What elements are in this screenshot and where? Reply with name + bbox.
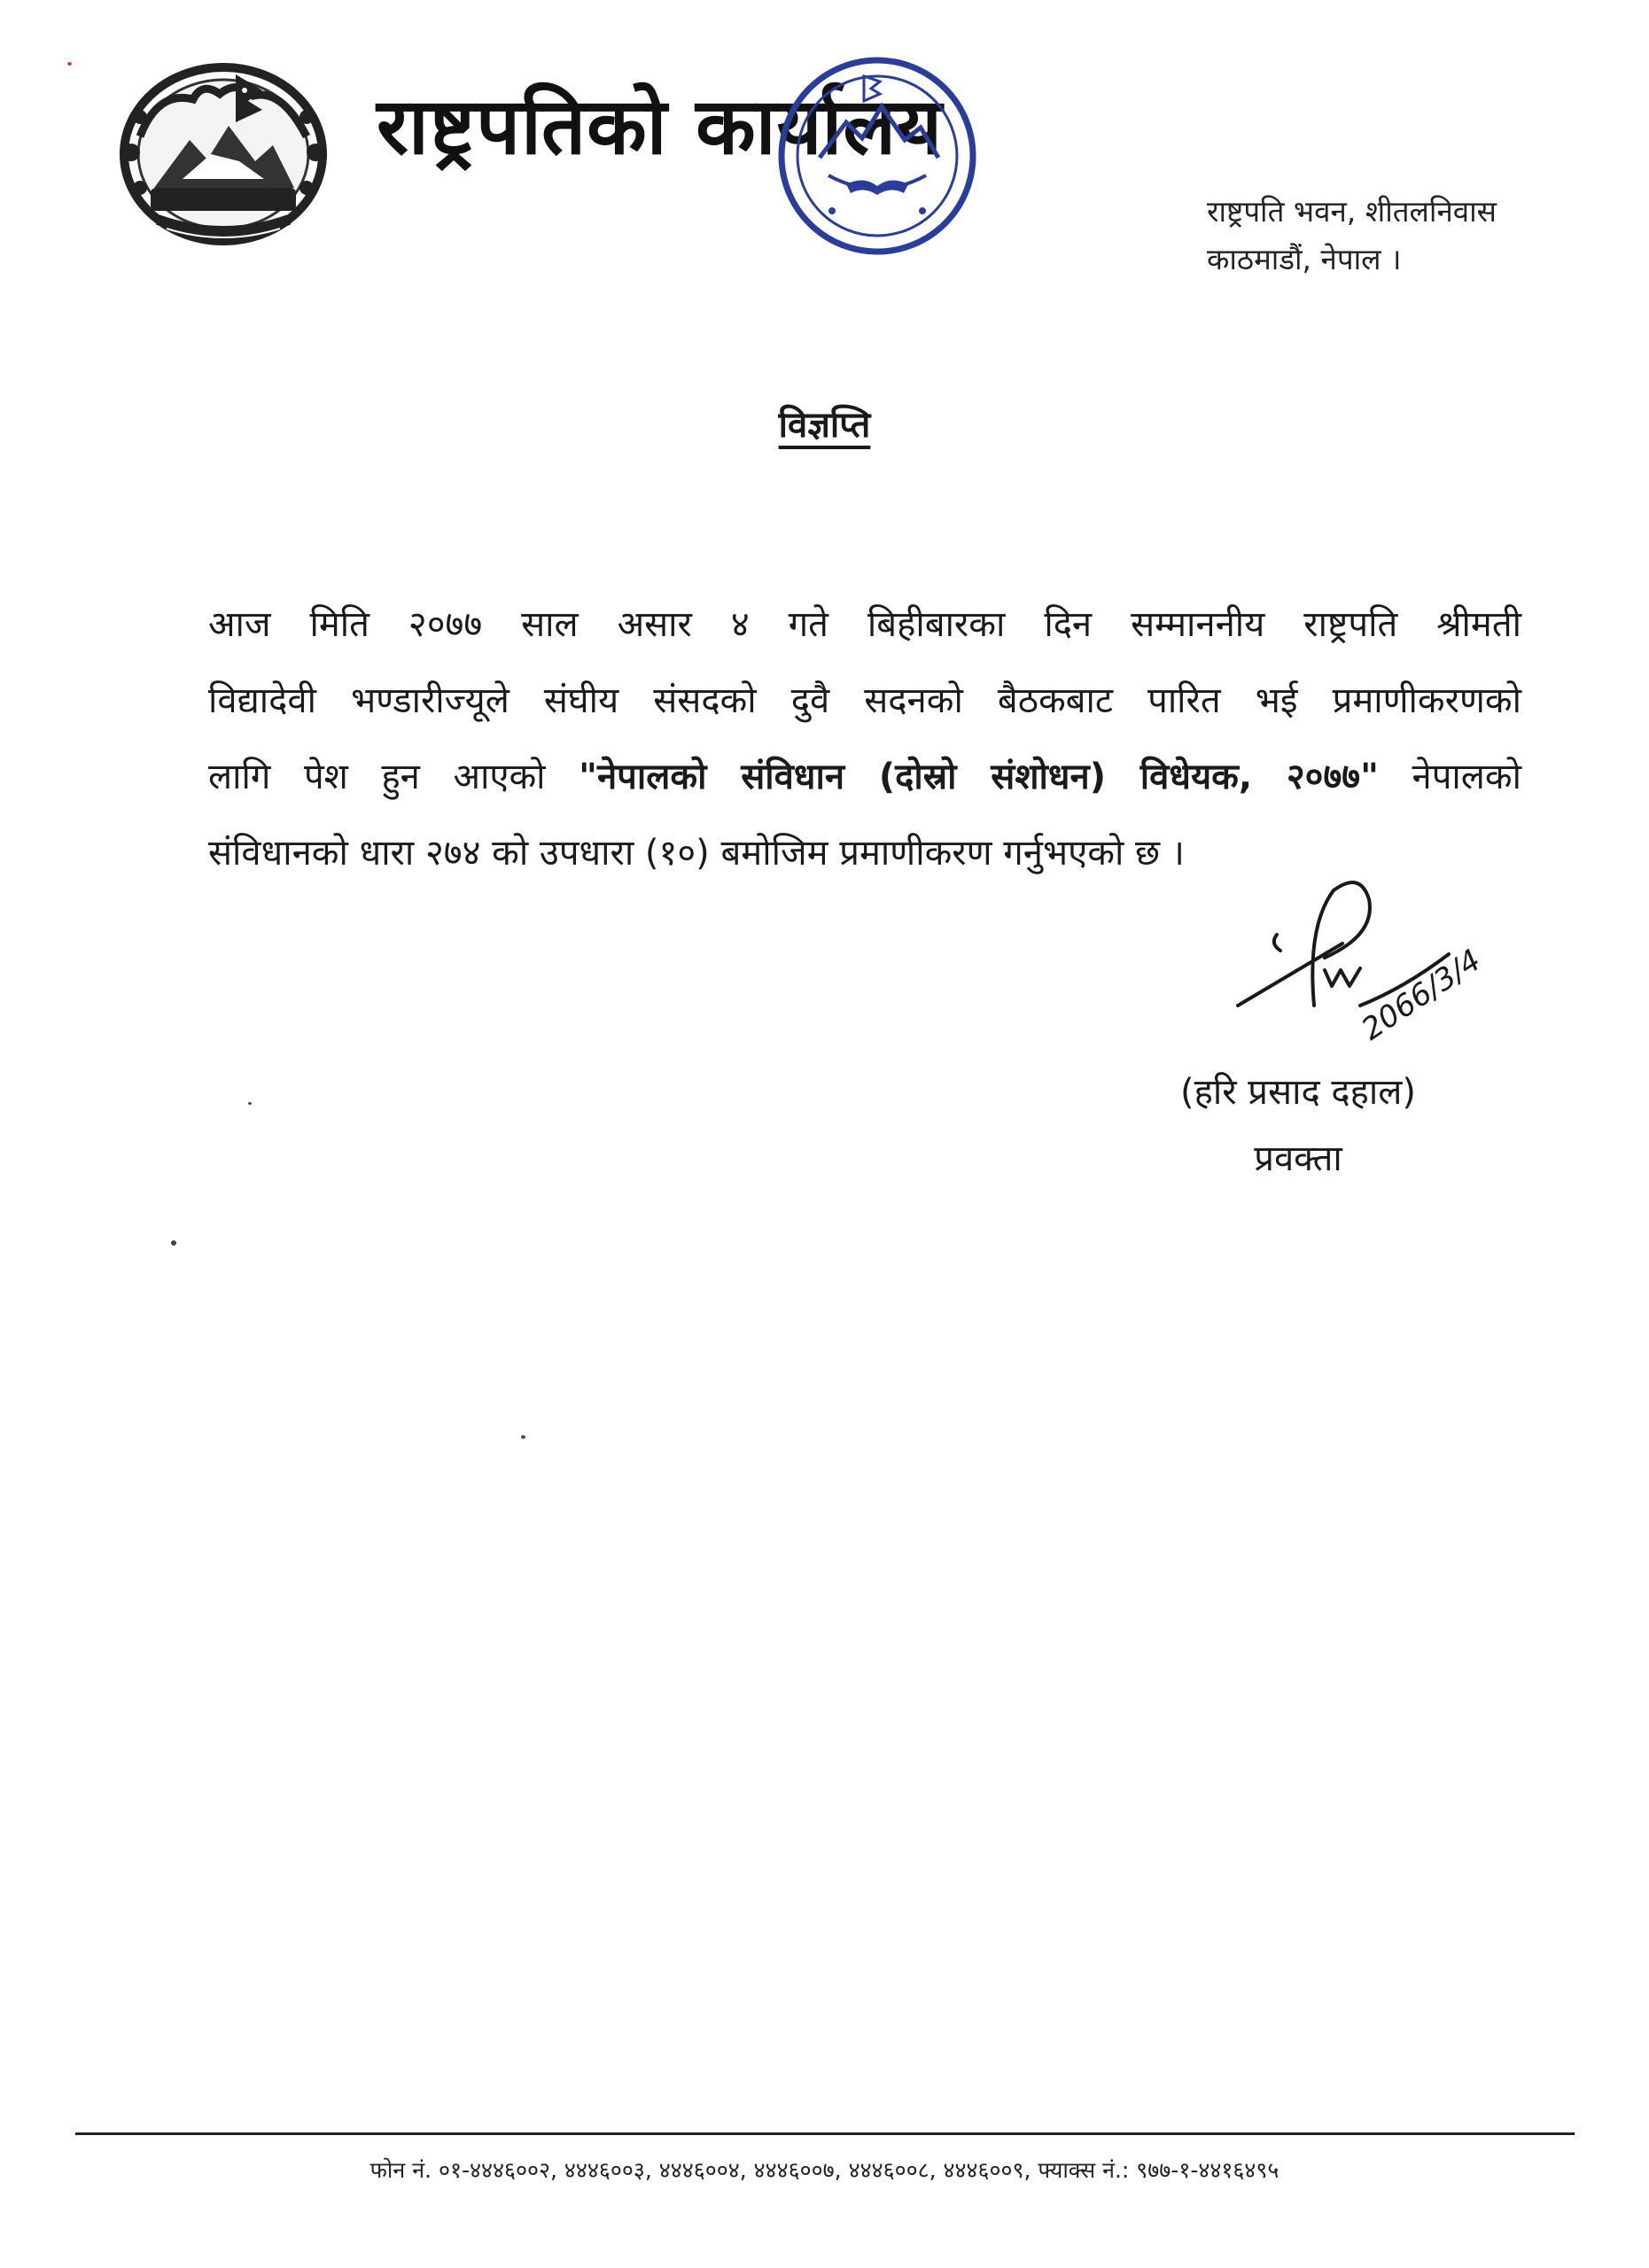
- office-address: [1207, 188, 1579, 284]
- scan-speck: [248, 1102, 252, 1105]
- footer-contact: फोन नं. ०१-४४४६००२, ४४४६००३, ४४४६००४, ४४४६००७, ४४४६००८, ४४४६००९, फ्याक्स नं.: ९७७-१-४४१६४९५: [369, 2157, 1280, 2183]
- spokesperson-role: प्रवक्ता: [1254, 1138, 1342, 1179]
- notice-heading-text: विज्ञप्ति: [778, 405, 871, 446]
- notice-body: [208, 586, 1521, 891]
- notice-heading: [0, 400, 1649, 450]
- footer-divider: [75, 2132, 1575, 2135]
- nepal-coat-of-arms-icon: [105, 55, 342, 252]
- notice-text: विद्यादेवी भण्डारीज्यूले संघीय संसदको दुवै सदनको बैठकबाट पारित भई प्रमाणीकरणको: [208, 680, 1521, 721]
- scan-speck: [67, 62, 72, 66]
- notice-line: [208, 739, 1521, 815]
- office-title: राष्ट्रपतिको कार्यालय: [377, 81, 944, 172]
- handwritten-signature-icon: [1227, 873, 1520, 1050]
- notice-text: लागि पेश हुन आएको: [208, 757, 579, 797]
- address-line: राष्ट्रपति भवन, शीतलनिवास: [1207, 194, 1497, 229]
- notice-line: [208, 663, 1521, 739]
- notice-text: नेपालको: [1378, 757, 1521, 797]
- bill-title: "नेपालको संविधान (दोस्रो संशोधन) विधेयक, २०७७": [579, 757, 1379, 797]
- svg-text:2066/3/4: 2066/3/4: [1355, 942, 1488, 1048]
- notice-text: आज मिति २०७७ साल असार ४ गते बिहीबारका दिन सम्माननीय राष्ट्रपति श्रीमती: [208, 604, 1521, 645]
- scan-speck: [521, 1435, 525, 1439]
- notice-line: [208, 586, 1521, 663]
- address-line: काठमाडौं, नेपाल ।: [1207, 242, 1402, 276]
- spokesperson-name: (हरि प्रसाद दहाल): [1180, 1072, 1416, 1113]
- notice-text: संविधानको धारा २७४ को उपधारा (१०) बमोजिम प्रमाणीकरण गर्नुभएको छ ।: [208, 833, 1185, 874]
- scan-speck: [171, 1240, 176, 1246]
- office-seal-icon: [758, 51, 997, 282]
